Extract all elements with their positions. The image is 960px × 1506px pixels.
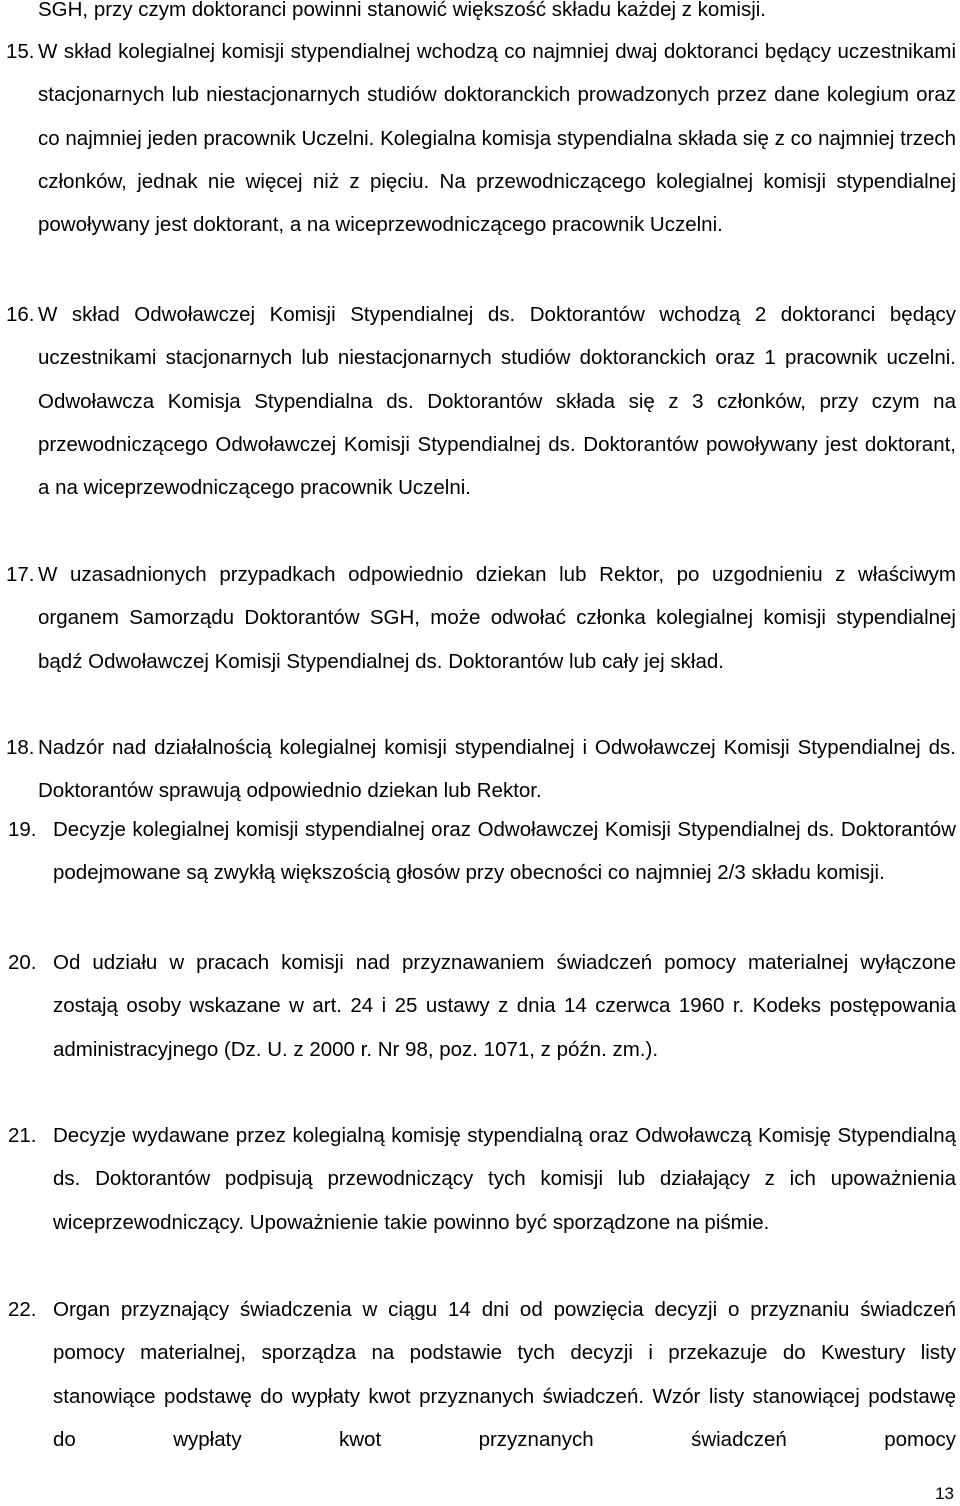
list-item-number: 19. (8, 818, 37, 841)
list-item-17 (0, 553, 960, 727)
list-item-16 (0, 293, 960, 553)
paragraph-fragment: SGH, przy czym doktoranci powinni stanowić większość składu każdej z komisji. (38, 0, 767, 21)
list-item-number: 16. (6, 303, 35, 326)
list-item-number: 20. (8, 951, 37, 974)
list-item-number: 15. (6, 40, 35, 63)
list-item-number: 18. (6, 736, 35, 759)
list-item-text: W uzasadnionych przypadkach odpowiednio dziekan lub Rektor, po uzgodnieniu z właściwym organem Samorządu Doktorantów SGH, może odwołać członka kolegialnej komisji stypendialnej bądź Odwoławczej Komisji Stypendialnej ds. Doktorantów lub cały jej skład. (38, 563, 956, 673)
list-item-number: 17. (6, 563, 35, 586)
list-item-20 (0, 941, 960, 1115)
page-number: 13 (935, 1484, 954, 1503)
list-item-text: Decyzje wydawane przez kolegialną komisję stypendialną oraz Odwoławczą Komisję Stypendialną ds. Doktorantów podpisują przewodniczący tych komisji lub działający z ich upoważnienia wiceprzewodniczący. Upoważnienie takie powinno być sporządzone na piśmie. (53, 1124, 956, 1234)
list-item-15 (0, 30, 960, 290)
list-item-22 (0, 1288, 960, 1462)
list-item-text: W skład Odwoławczej Komisji Stypendialnej ds. Doktorantów wchodzą 2 doktoranci będący uczestnikami stacjonarnych lub niestacjonarnych studiów doktoranckich oraz 1 pracownik uczelni. Odwoławcza Komisja Stypendialna ds. Doktorantów składa się z 3 członków, przy czym na przewodniczącego Odwoławczej Komisji Stypendialnej ds. Doktorantów powoływany jest doktorant, a na wiceprzewodniczącego pracownik Uczelni. (38, 303, 956, 500)
list-item-text: Organ przyznający świadczenia w ciągu 14 dni od powzięcia decyzji o przyznaniu świadczeń pomocy materialnej, sporządza na podstawie tych decyzji i przekazuje do Kwestury listy stanowiące podstawę do wypłaty kwot przyznanych świadczeń. Wzór listy stanowiącej podstawę do wypłaty kwot przyznanych świadczeń pomocy (53, 1298, 956, 1451)
list-item-number: 21. (8, 1124, 37, 1147)
list-item-number: 22. (8, 1298, 37, 1321)
list-item-text: Nadzór nad działalnością kolegialnej komisji stypendialnej i Odwoławczej Komisji Stypendialnej ds. Doktorantów sprawują odpowiednio dziekan lub Rektor. (38, 736, 956, 803)
list-item-19 (0, 808, 960, 938)
list-item-text: Decyzje kolegialnej komisji stypendialnej oraz Odwoławczej Komisji Stypendialnej ds. Doktorantów podejmowane są zwykłą większością głosów przy obecności co najmniej 2/3 składu komisji. (53, 818, 956, 885)
list-item-21 (0, 1114, 960, 1288)
list-item-text: Od udziału w pracach komisji nad przyznawaniem świadczeń pomocy materialnej wyłączone zostają osoby wskazane w art. 24 i 25 ustawy z dnia 14 czerwca 1960 r. Kodeks postępowania administracyjnego (Dz. U. z 2000 r. Nr 98, poz. 1071, z późn. zm.). (53, 951, 956, 1061)
list-item-18 (0, 726, 960, 813)
list-item-text: W skład kolegialnej komisji stypendialnej wchodzą co najmniej dwaj doktoranci będący uczestnikami stacjonarnych lub niestacjonarnych studiów doktoranckich prowadzonych przez dane kolegium oraz co najmniej jeden pracownik Uczelni. Kolegialna komisja stypendialna składa się z co najmniej trzech członków, jednak nie więcej niż z pięciu. Na przewodniczącego kolegialnej komisji stypendialnej powoływany jest doktorant, a na wiceprzewodniczącego pracownik Uczelni. (38, 40, 956, 237)
